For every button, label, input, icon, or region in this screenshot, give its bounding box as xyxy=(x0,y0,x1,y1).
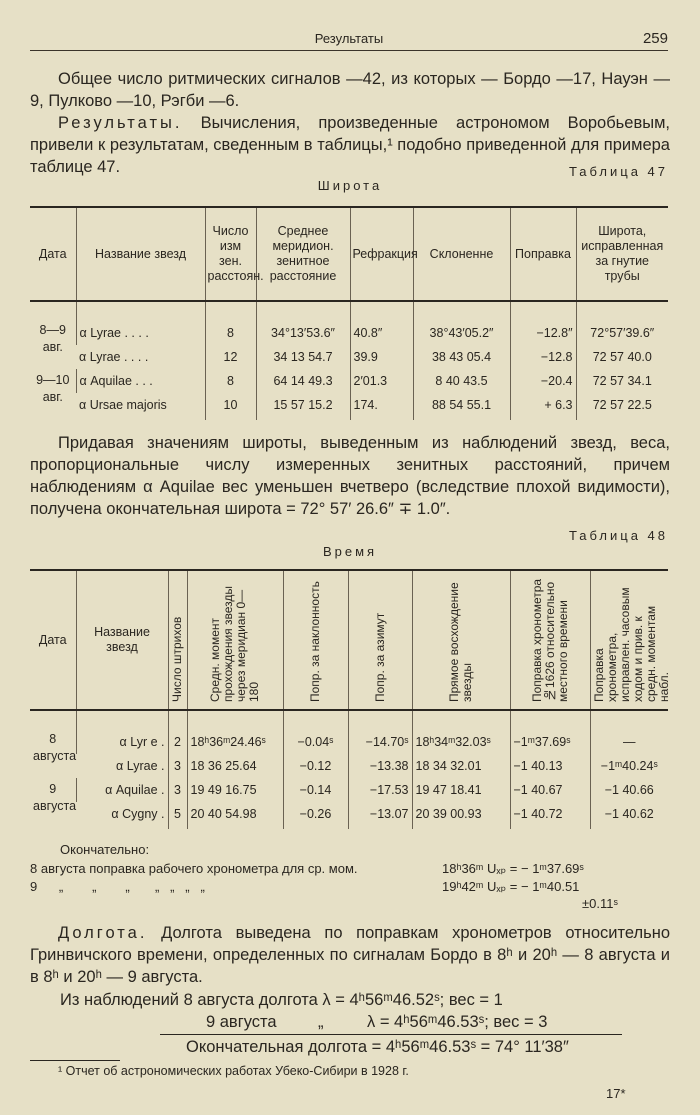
table-cell: + 6.3 xyxy=(510,393,576,420)
intro-paragraph-2-text: Вычисления, произведенные астрономом Воробьевым, привели к результатам, сведенным в таблицы,¹ подобно приведенной для примера таблице 47. xyxy=(30,114,670,176)
longitude-text: Долгота выведена по поправкам хронометров относительно Гринвичского времени, определенных по сигналам Бордо в 8ʰ и 20ʰ — 8 августа и в 8ʰ и 20ʰ — 9 августа. xyxy=(30,924,670,986)
table-48 xyxy=(30,569,671,829)
intro-text xyxy=(30,68,670,178)
table-cell: 19 47 18.41 xyxy=(412,778,510,802)
column-header-label: Прямое восхождение звезды xyxy=(447,582,474,702)
final-line-3-value: ±0.11ˢ xyxy=(582,896,618,911)
final-line-2: 9 „ „ „ „ „ „ „ xyxy=(30,879,205,894)
column-header-label: Поправка xyxy=(515,246,571,261)
column-header-label: Широта, исправленная за гнутие трубы xyxy=(581,224,664,283)
table-row xyxy=(30,778,668,802)
column-header-label: Средн. момент прохождения звезды через меридиан 0—180 xyxy=(208,586,261,702)
table-cell: 18ʰ36ᵐ24.46ˢ xyxy=(187,710,283,754)
table-cell: 174. xyxy=(350,393,413,420)
footnote: ¹ Отчет об астрономических работах Убеко-Сибири в 1928 г. xyxy=(58,1064,409,1078)
table48-title: Время xyxy=(322,544,378,559)
table-47 xyxy=(30,206,668,420)
table-cell: 38°43′05.2″ xyxy=(413,301,510,345)
column-header xyxy=(256,207,350,301)
table-cell: 2′01.3 xyxy=(350,369,413,393)
table-row xyxy=(30,345,668,369)
page-number: 259 xyxy=(642,30,668,47)
table-cell: 10 xyxy=(205,393,256,420)
column-header-label: Поправка хронометра, исправлен. часовым ходом и прив. к средн. моментам набл. xyxy=(591,587,671,702)
table-cell: α Lyrae . xyxy=(116,759,165,773)
table-cell: 88 54 55.1 xyxy=(413,393,510,420)
column-header xyxy=(187,570,283,710)
table-cell: 3 xyxy=(168,754,187,778)
column-header xyxy=(510,207,576,301)
table-cell: 18 34 32.01 xyxy=(412,754,510,778)
running-header xyxy=(30,30,668,51)
table-cell: α Aquilae . . . xyxy=(76,369,205,393)
column-header xyxy=(576,207,668,301)
table-cell: — xyxy=(590,710,668,754)
table-cell: 72 57 22.5 xyxy=(576,393,668,420)
table-cell: 8 40 43.5 xyxy=(413,369,510,393)
column-header-label: Дата xyxy=(38,246,67,261)
table-cell: 72 57 34.1 xyxy=(576,369,668,393)
header-title: Результаты xyxy=(314,31,384,46)
table-row xyxy=(30,393,668,420)
table-cell: 39.9 xyxy=(350,345,413,369)
table-cell: −1 40.72 xyxy=(510,802,590,829)
column-header xyxy=(510,570,590,710)
column-header-label: Название звезд xyxy=(94,625,150,654)
column-header-label: Число изм зен. расстоян. xyxy=(207,224,264,283)
table-cell: −1ᵐ37.69ˢ xyxy=(510,710,590,754)
table-cell: 18 36 25.64 xyxy=(187,754,283,778)
table-cell: 20 39 00.93 xyxy=(412,802,510,829)
table-cell: −1 40.66 xyxy=(590,778,668,802)
footnote-rule xyxy=(30,1060,120,1061)
table-cell: −1 40.62 xyxy=(590,802,668,829)
table48-label: Таблица 48 xyxy=(568,528,668,543)
table-row xyxy=(30,710,668,754)
final-line-2-value: 19ʰ42ᵐ Uₓₚ = − 1ᵐ40.51 xyxy=(442,879,580,894)
table-cell: 64 14 49.3 xyxy=(256,369,350,393)
table-cell: −20.4 xyxy=(510,369,576,393)
table-cell: −13.07 xyxy=(348,802,412,829)
sum-rule xyxy=(160,1034,622,1035)
table-cell: 72°57′39.6″ xyxy=(576,301,668,345)
column-header xyxy=(30,207,76,301)
longitude-paragraph xyxy=(30,922,670,988)
table-cell: −1ᵐ40.24ˢ xyxy=(590,754,668,778)
column-header-label: Попр. за азимут xyxy=(372,612,387,702)
table-cell: α Cygny . xyxy=(111,807,165,821)
table-cell: 34°13′53.6″ xyxy=(256,301,350,345)
table-cell: 15 57 15.2 xyxy=(256,393,350,420)
table-cell: −0.26 xyxy=(283,802,348,829)
table-row xyxy=(30,802,668,829)
table-cell: −13.38 xyxy=(348,754,412,778)
column-header xyxy=(30,570,76,710)
table47-label: Таблица 47 xyxy=(568,164,668,179)
column-header xyxy=(76,570,168,710)
signature-mark: 17* xyxy=(606,1086,626,1101)
table-cell: 5 xyxy=(168,802,187,829)
column-header xyxy=(413,207,510,301)
longitude-obs-2-value: λ = 4ʰ56ᵐ46.53ˢ; вес = 3 xyxy=(367,1013,548,1031)
table-cell: 18ʰ34ᵐ32.03ˢ xyxy=(412,710,510,754)
column-header-label: Название звезд xyxy=(95,246,186,261)
column-header xyxy=(350,207,418,301)
table-cell: −0.12 xyxy=(283,754,348,778)
weights-paragraph xyxy=(30,432,670,520)
table-row xyxy=(30,754,668,778)
table-cell: α Aquilae . xyxy=(76,778,168,802)
table-cell: −1 40.13 xyxy=(510,754,590,778)
final-line-1: 8 августа поправка рабочего хронометра для ср. мом. xyxy=(30,861,358,876)
column-header-label: Поправка хронометра №1626 относительно местного времени xyxy=(529,578,570,702)
table-cell: −17.53 xyxy=(348,778,412,802)
column-header-label: Дата xyxy=(38,632,67,647)
longitude-obs-2-date: 9 августа xyxy=(206,1013,277,1031)
table-cell: 72 57 40.0 xyxy=(576,345,668,369)
section-heading: Результаты. xyxy=(58,114,183,132)
longitude-final: Окончательная долгота = 4ʰ56ᵐ46.53ˢ = 74° 11′38″ xyxy=(186,1038,569,1056)
column-header-label: Число штрихов xyxy=(170,616,184,702)
column-header xyxy=(76,207,205,301)
table-cell: −12.8″ xyxy=(510,301,576,345)
date-cell: 9 августа xyxy=(33,782,77,813)
table-cell: −0.14 xyxy=(283,778,348,802)
longitude-obs-1: Из наблюдений 8 августа долгота λ = 4ʰ56ᵐ46.52ˢ; вес = 1 xyxy=(60,991,503,1009)
column-header-label: Рефракция xyxy=(352,246,418,261)
column-header-label: Среднее меридион. зенитное расстояние xyxy=(269,224,337,283)
table-row xyxy=(30,369,668,393)
table-cell: 8 xyxy=(205,301,256,345)
column-header xyxy=(590,570,671,710)
table-cell: 2 xyxy=(168,710,187,754)
table-cell: α Lyrae . . . . xyxy=(79,350,149,364)
date-cell: 8—9 авг. xyxy=(39,323,66,354)
table-cell: 38 43 05.4 xyxy=(413,345,510,369)
table-cell: −14.70ˢ xyxy=(348,710,412,754)
table-row xyxy=(30,301,668,345)
longitude-obs-2-ditto: „ xyxy=(318,1013,324,1031)
table-cell: 8 xyxy=(205,369,256,393)
final-label: Окончательно: xyxy=(60,842,150,857)
table-cell: 40.8″ xyxy=(350,301,413,345)
table47-title: Широта xyxy=(317,178,383,193)
date-cell: 8 августа xyxy=(33,732,77,763)
column-header xyxy=(205,207,264,301)
date-cell: 9—10 авг. xyxy=(36,373,70,404)
longitude-heading: Долгота. xyxy=(58,924,148,942)
table-cell: 20 40 54.98 xyxy=(187,802,283,829)
column-header xyxy=(412,570,510,710)
table-cell: α Lyrae . . . . xyxy=(76,301,205,345)
final-line-1-value: 18ʰ36ᵐ Uₓₚ = − 1ᵐ37.69ˢ xyxy=(442,861,584,876)
table-cell: 12 xyxy=(205,345,256,369)
table-cell: 3 xyxy=(168,778,187,802)
column-header-label: Склоненне xyxy=(429,246,494,261)
column-header xyxy=(348,570,412,710)
intro-paragraph-1: Общее число ритмических сигналов —42, из которых — Бордо —17, Науэн —9, Пулково —10, Рэгби —6. xyxy=(30,70,670,110)
table-cell: −0.04ˢ xyxy=(283,710,348,754)
column-header xyxy=(168,570,187,710)
table-cell: 34 13 54.7 xyxy=(256,345,350,369)
column-header-label: Попр. за наклонность xyxy=(308,581,322,702)
column-header xyxy=(283,570,348,710)
table-cell: −1 40.67 xyxy=(510,778,590,802)
table-cell: 19 49 16.75 xyxy=(187,778,283,802)
table-cell: α Lyr e . xyxy=(76,710,168,754)
table-cell: −12.8 xyxy=(510,345,576,369)
weights-text: Придавая значениям широты, выведенным из наблюдений звезд, веса, пропорциональные числу измеренных зенитных расстояний, причем наблюдениям α Aquilae вес уменьшен вчетверо (вследствие плохой видимости), получена окончательная широта = 72° 57′ 26.6″ ∓ 1.0″. xyxy=(30,434,670,518)
table-cell: α Ursae majoris xyxy=(79,398,167,412)
